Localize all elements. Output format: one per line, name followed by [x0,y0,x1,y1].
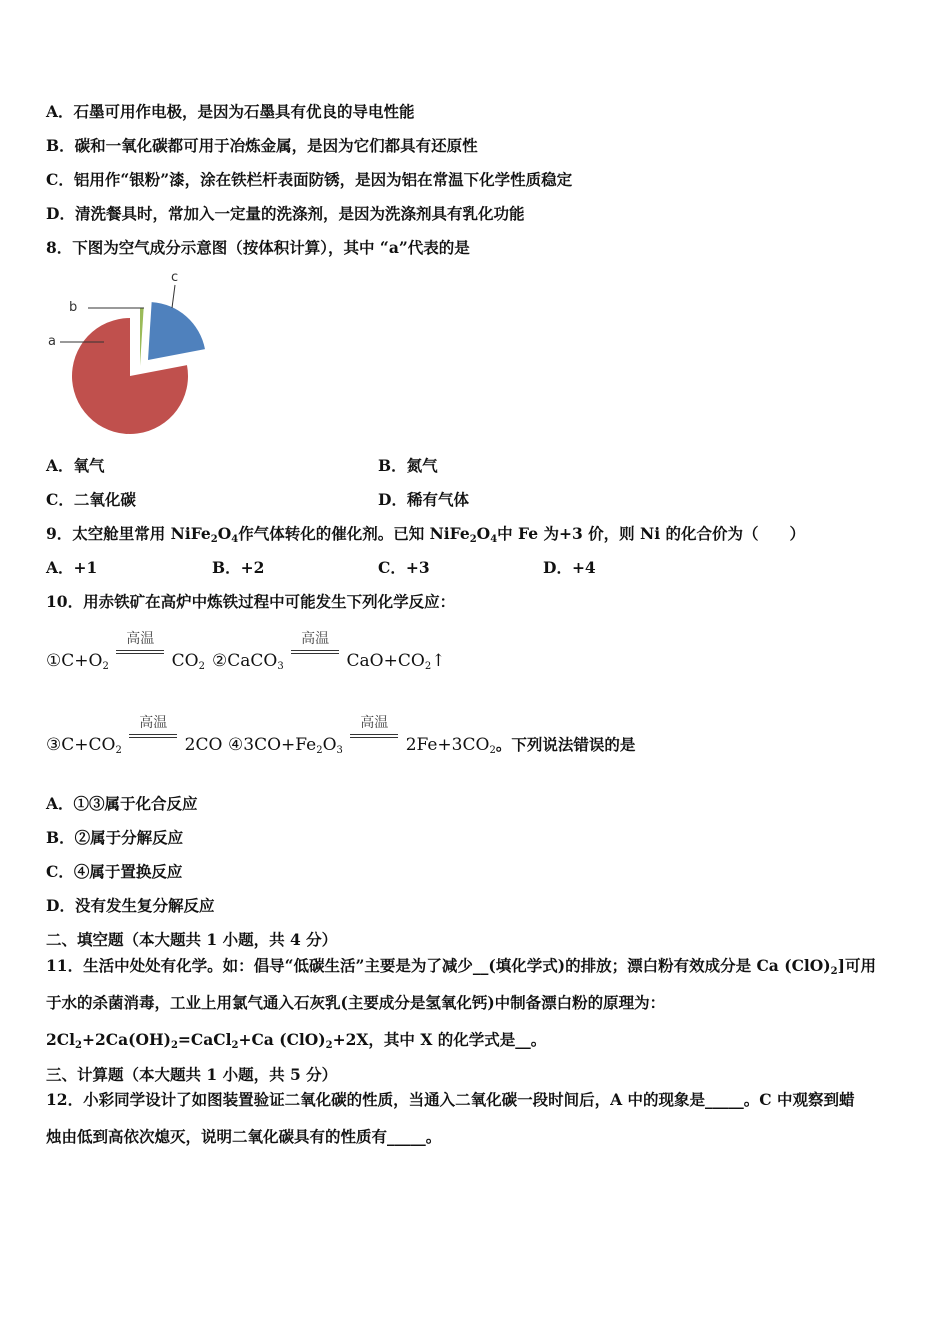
pie-slice-b [140,308,144,366]
q10-option-d: D．没有发生复分解反应 [46,896,215,915]
q11-line-2: 于水的杀菌消毒，工业上用氯气通入石灰乳(主要成分是氢氧化钙)中制备漂白粉的原理为： [46,993,666,1012]
equation-3 [46,715,223,761]
eq2-number: ② [212,651,228,671]
q11-eq-sub-3: 2 [231,1040,239,1051]
eq2-lhs: CaCO [227,651,278,671]
q11-line-1-text: 11．生活中处处有化学。如：倡导“低碳生活”主要是为了减少__(填化学式)的排放；漂白粉有效成分是 Ca (ClO) [46,956,831,975]
q11-line-1 [46,956,876,982]
q8-option-a: A．氧气 [46,456,105,475]
label-c-leader [172,285,175,308]
q7-option-a: A．石墨可用作电极，是因为石墨具有优良的导电性能 [46,102,415,121]
q9-text-5: 中 Fe 为+3 价，则 Ni 的化合价为（ ） [497,524,805,543]
eq1-lhs-sub: 2 [102,661,109,672]
eq1-lhs: C+O [61,651,103,671]
q11-eq-5: +2X，其中 X 的化学式是__。 [332,1030,547,1049]
eq4-lhs-2: O [322,735,337,755]
equation-2 [212,631,446,677]
pie-label-c: c [171,270,179,285]
section-2-heading: 二、填空题（本大题共 1 小题，共 4 分） [46,930,338,949]
q11-line-1-sub: 2 [830,966,838,977]
eq3-lhs: C+CO [61,735,116,755]
q9-sub-3: 2 [469,534,477,545]
eq2-rhs: CaO+CO [346,651,425,671]
q9-stem [46,524,805,550]
q9-option-d: D．+4 [543,558,596,577]
eq2-gas-arrow: ↑ [431,651,446,671]
q8-option-c: C．二氧化碳 [46,490,136,509]
pie-label-a: a [48,334,56,349]
q9-option-c: C．+3 [378,558,430,577]
q8-option-b: B．氮气 [378,456,438,475]
q11-eq-sub-2: 2 [170,1040,178,1051]
q10-stem: 10．用赤铁矿在高炉中炼铁过程中可能发生下列化学反应： [46,592,456,611]
q11-eq-2: +2Ca(OH) [81,1030,171,1049]
eq4-rhs: 2Fe+3CO [405,735,490,755]
pie-slice-c [148,302,205,360]
q12-line-1: 12．小彩同学设计了如图装置验证二氧化碳的性质，当通入二氧化碳一段时间后，A 中的现象是_____。C 中观察到蜡 [46,1090,855,1109]
eq4-rhs-sub: 2 [489,745,496,756]
q9-text-3: 作气体转化的催化剂。已知 NiFe [238,524,470,543]
q11-line-1-tail: ]可用 [837,956,876,975]
q8-stem: 8．下图为空气成分示意图（按体积计算），其中 “a”代表的是 [46,238,470,257]
eq1-condition-label: 高温 [126,631,155,647]
q11-eq-4: +Ca (ClO) [238,1030,326,1049]
eq4-lhs: 3CO+Fe [243,735,317,755]
q9-text-4: O [476,524,491,543]
q11-eq-sub-1: 2 [75,1040,82,1051]
q9-option-b: B．+2 [212,558,265,577]
q10-option-b: B．②属于分解反应 [46,828,184,847]
q11-eq-3: =CaCl [177,1030,232,1049]
eq1-number: ① [46,651,62,671]
q7-option-d: D．清洗餐具时，常加入一定量的洗涤剂，是因为洗涤剂具有乳化功能 [46,204,525,223]
eq1-rhs: CO [171,651,199,671]
eq2-lhs-sub: 3 [277,661,284,672]
eq3-condition-label: 高温 [139,715,168,731]
q9-option-a: A．+1 [46,558,98,577]
equation-1 [46,631,205,677]
q9-text-2: O [217,524,232,543]
pie-svg [40,268,240,448]
eq1-condition [114,631,166,666]
q12-line-2: 烛由低到高依次熄灭，说明二氧化碳具有的性质有_____。 [46,1127,442,1146]
pie-label-b: b [69,300,78,315]
eq4-lhs-sub-1: 2 [316,745,323,756]
q9-sub-4: 4 [490,534,498,545]
q11-eq-1: 2Cl [46,1030,76,1049]
q9-sub-2: 4 [231,534,239,545]
eq4-lhs-sub-2: 3 [336,745,343,756]
q10-option-c: C．④属于置换反应 [46,862,183,881]
q7-option-c: C．铝用作“银粉”漆，涂在铁栏杆表面防锈，是因为铝在常温下化学性质稳定 [46,170,573,189]
eq2-condition [289,631,341,666]
q9-text-1: 9．太空舱里常用 NiFe [46,524,211,543]
q8-option-d: D．稀有气体 [378,490,469,509]
eq3-condition [127,715,179,750]
eq3-rhs: 2CO [184,735,223,755]
q11-line-3 [46,1030,546,1056]
eq3-lhs-sub: 2 [115,745,122,756]
eq4-condition-label: 高温 [360,715,389,731]
air-composition-pie-chart [40,268,240,448]
eq2-condition-label: 高温 [301,631,330,647]
eq1-rhs-sub: 2 [198,661,205,672]
eq4-condition [348,715,400,750]
q10-option-a: A．①③属于化合反应 [46,794,198,813]
q9-sub-1: 2 [210,534,218,545]
q7-option-b: B．碳和一氧化碳都可用于冶炼金属，是因为它们都具有还原性 [46,136,478,155]
q10-tail: 。下列说法错误的是 [495,735,636,754]
eq4-number: ④ [228,735,244,755]
equation-4 [228,715,636,761]
eq3-number: ③ [46,735,62,755]
section-3-heading: 三、计算题（本大题共 1 小题，共 5 分） [46,1065,338,1084]
q11-eq-sub-4: 2 [325,1040,333,1051]
eq2-rhs-sub: 2 [424,661,432,672]
